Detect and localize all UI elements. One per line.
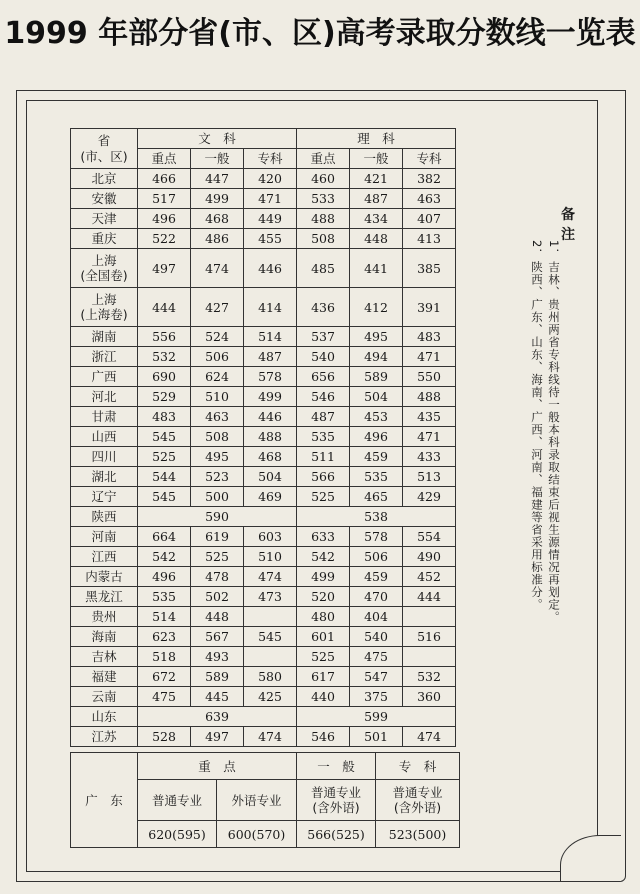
- score-cell: [244, 647, 297, 667]
- province-cell: 北京: [71, 169, 138, 189]
- province-cell: 上海 (上海卷): [71, 288, 138, 327]
- score-cell: 540: [350, 627, 403, 647]
- score-cell: 500: [191, 487, 244, 507]
- province-cell: 浙江: [71, 347, 138, 367]
- score-cell: 488: [244, 427, 297, 447]
- header-row-groups: [71, 129, 456, 149]
- score-cell: 514: [244, 327, 297, 347]
- score-cell: 690: [138, 367, 191, 387]
- province-cell: 安徽: [71, 189, 138, 209]
- score-cell: 455: [244, 229, 297, 249]
- table-row: [71, 467, 456, 487]
- score-cell: 556: [138, 327, 191, 347]
- score-cell: 545: [138, 427, 191, 447]
- score-cell: 520: [297, 587, 350, 607]
- score-cell: 473: [244, 587, 297, 607]
- province-cell: 湖南: [71, 327, 138, 347]
- score-cell: 533: [297, 189, 350, 209]
- table-row: [71, 407, 456, 427]
- score-cell: 617: [297, 667, 350, 687]
- score-cell: 471: [403, 347, 456, 367]
- table-row: [71, 327, 456, 347]
- score-cell: 664: [138, 527, 191, 547]
- score-table: [70, 128, 456, 747]
- score-cell: 542: [138, 547, 191, 567]
- score-cell: 446: [244, 407, 297, 427]
- score-cell: 518: [138, 647, 191, 667]
- table-row: [71, 727, 456, 747]
- score-cell: 619: [191, 527, 244, 547]
- province-cell: 重庆: [71, 229, 138, 249]
- score-cell: 475: [138, 687, 191, 707]
- score-cell: 589: [191, 667, 244, 687]
- level-header: 重点: [297, 149, 350, 169]
- merged-li-cell: 599: [297, 707, 456, 727]
- score-cell: 448: [350, 229, 403, 249]
- province-cell: 贵州: [71, 607, 138, 627]
- score-cell: 474: [403, 727, 456, 747]
- table-row: [71, 627, 456, 647]
- province-cell: 上海 (全国卷): [71, 249, 138, 288]
- level-header: 一般: [350, 149, 403, 169]
- score-cell: 487: [350, 189, 403, 209]
- province-cell: 黑龙江: [71, 587, 138, 607]
- score-cell: 502: [191, 587, 244, 607]
- gd-sub-zhuanke-putong: 普通专业 (含外语): [376, 780, 460, 821]
- score-cell: 567: [191, 627, 244, 647]
- score-cell: 493: [191, 647, 244, 667]
- score-cell: 444: [138, 288, 191, 327]
- score-cell: 486: [191, 229, 244, 249]
- score-cell: 547: [350, 667, 403, 687]
- score-cell: 475: [350, 647, 403, 667]
- score-cell: 525: [191, 547, 244, 567]
- score-cell: [403, 607, 456, 627]
- table-row: [71, 288, 456, 327]
- score-cell: 434: [350, 209, 403, 229]
- score-cell: 449: [244, 209, 297, 229]
- province-cell: 湖北: [71, 467, 138, 487]
- score-cell: 435: [403, 407, 456, 427]
- score-cell: 474: [191, 249, 244, 288]
- province-cell: 山西: [71, 427, 138, 447]
- score-cell: 375: [350, 687, 403, 707]
- score-cell: 603: [244, 527, 297, 547]
- score-cell: 624: [191, 367, 244, 387]
- score-cell: 487: [297, 407, 350, 427]
- score-cell: 508: [191, 427, 244, 447]
- score-cell: 633: [297, 527, 350, 547]
- score-cell: 545: [244, 627, 297, 647]
- score-cell: 496: [138, 567, 191, 587]
- guangdong-label: 广 东: [71, 753, 138, 848]
- table-row: [71, 189, 456, 209]
- province-cell: 天津: [71, 209, 138, 229]
- province-cell: 四川: [71, 447, 138, 467]
- score-cell: 487: [244, 347, 297, 367]
- score-cell: 589: [350, 367, 403, 387]
- province-cell: 辽宁: [71, 487, 138, 507]
- score-cell: 391: [403, 288, 456, 327]
- score-cell: 525: [297, 647, 350, 667]
- score-cell: 578: [244, 367, 297, 387]
- level-header: 专科: [244, 149, 297, 169]
- score-cell: 499: [297, 567, 350, 587]
- score-cell: 427: [191, 288, 244, 327]
- score-cell: 508: [297, 229, 350, 249]
- table-row: [71, 427, 456, 447]
- score-cell: 514: [138, 607, 191, 627]
- table-row: [71, 347, 456, 367]
- score-cell: 510: [244, 547, 297, 567]
- score-cell: 529: [138, 387, 191, 407]
- province-cell: 江西: [71, 547, 138, 567]
- table-row: [71, 507, 456, 527]
- score-cell: 544: [138, 467, 191, 487]
- province-cell: 江苏: [71, 727, 138, 747]
- table-row: [71, 587, 456, 607]
- gd-value-1: 620(595): [138, 821, 217, 848]
- score-cell: 468: [244, 447, 297, 467]
- score-cell: 497: [191, 727, 244, 747]
- score-cell: 471: [403, 427, 456, 447]
- score-cell: 468: [191, 209, 244, 229]
- table-row: [71, 647, 456, 667]
- score-cell: 537: [297, 327, 350, 347]
- score-cell: 459: [350, 447, 403, 467]
- score-cell: 480: [297, 607, 350, 627]
- score-cell: 459: [350, 567, 403, 587]
- gd-value-4: 523(500): [376, 821, 460, 848]
- score-cell: 474: [244, 727, 297, 747]
- score-cell: 413: [403, 229, 456, 249]
- score-cell: 382: [403, 169, 456, 189]
- score-cell: 433: [403, 447, 456, 467]
- note-1: 1．吉林、贵州两省专科线待一般本科录取结束后视生源情况再划定。: [547, 240, 561, 624]
- score-cell: 601: [297, 627, 350, 647]
- score-cell: 524: [191, 327, 244, 347]
- score-cell: 510: [191, 387, 244, 407]
- score-cell: 460: [297, 169, 350, 189]
- score-cell: 440: [297, 687, 350, 707]
- score-cell: 483: [138, 407, 191, 427]
- table-row: [71, 169, 456, 189]
- gd-sub-waiyu: 外语专业: [217, 780, 297, 821]
- table-row: [71, 229, 456, 249]
- score-cell: 407: [403, 209, 456, 229]
- gd-sub-yiban-putong: 普通专业 (含外语): [297, 780, 376, 821]
- score-cell: 545: [138, 487, 191, 507]
- score-cell: 535: [297, 427, 350, 447]
- score-cell: 436: [297, 288, 350, 327]
- score-cell: 542: [297, 547, 350, 567]
- score-cell: 523: [191, 467, 244, 487]
- score-cell: 495: [191, 447, 244, 467]
- score-cell: 360: [403, 687, 456, 707]
- table-row: [71, 607, 456, 627]
- score-cell: 447: [191, 169, 244, 189]
- score-cell: 516: [403, 627, 456, 647]
- table-row: [71, 209, 456, 229]
- province-cell: 陕西: [71, 507, 138, 527]
- score-cell: 623: [138, 627, 191, 647]
- score-cell: 488: [403, 387, 456, 407]
- level-header: 专科: [403, 149, 456, 169]
- score-cell: 490: [403, 547, 456, 567]
- score-cell: [403, 647, 456, 667]
- score-cell: 566: [297, 467, 350, 487]
- score-cell: 513: [403, 467, 456, 487]
- page-title: 1999 年部分省(市、区)高考录取分数线一览表: [4, 16, 636, 51]
- score-cell: 463: [191, 407, 244, 427]
- score-cell: 496: [138, 209, 191, 229]
- gd-group-yiban: 一 般: [297, 753, 376, 780]
- score-cell: 506: [350, 547, 403, 567]
- score-cell: 525: [297, 487, 350, 507]
- merged-li-cell: 538: [297, 507, 456, 527]
- gd-value-2: 600(570): [217, 821, 297, 848]
- table-row: [71, 667, 456, 687]
- group-wen-header: 文 科: [138, 129, 297, 149]
- score-cell: 412: [350, 288, 403, 327]
- score-cell: 385: [403, 249, 456, 288]
- province-cell: 海南: [71, 627, 138, 647]
- score-cell: 546: [297, 727, 350, 747]
- score-cell: 656: [297, 367, 350, 387]
- merged-wen-cell: 639: [138, 707, 297, 727]
- score-cell: 471: [244, 189, 297, 209]
- gd-value-3: 566(525): [297, 821, 376, 848]
- score-cell: 528: [138, 727, 191, 747]
- province-cell: 内蒙古: [71, 567, 138, 587]
- score-cell: 540: [297, 347, 350, 367]
- table-row: [71, 387, 456, 407]
- score-cell: 453: [350, 407, 403, 427]
- province-cell: 甘肃: [71, 407, 138, 427]
- score-cell: 511: [297, 447, 350, 467]
- score-cell: 444: [403, 587, 456, 607]
- score-cell: 578: [350, 527, 403, 547]
- gd-group-zhongdian: 重 点: [138, 753, 297, 780]
- level-header: 一般: [191, 149, 244, 169]
- score-cell: 425: [244, 687, 297, 707]
- table-row: [71, 487, 456, 507]
- score-cell: 546: [297, 387, 350, 407]
- score-cell: 448: [191, 607, 244, 627]
- score-cell: 554: [403, 527, 456, 547]
- score-cell: 420: [244, 169, 297, 189]
- merged-wen-cell: 590: [138, 507, 297, 527]
- score-cell: 483: [403, 327, 456, 347]
- score-cell: 499: [244, 387, 297, 407]
- score-cell: 429: [403, 487, 456, 507]
- province-header: 省 (市、区): [71, 129, 138, 169]
- score-cell: 525: [138, 447, 191, 467]
- table-row: [71, 447, 456, 467]
- score-cell: 499: [191, 189, 244, 209]
- score-cell: 466: [138, 169, 191, 189]
- table-row: [71, 547, 456, 567]
- gd-sub-putong: 普通专业: [138, 780, 217, 821]
- score-cell: 672: [138, 667, 191, 687]
- score-cell: 494: [350, 347, 403, 367]
- score-cell: 452: [403, 567, 456, 587]
- score-cell: 404: [350, 607, 403, 627]
- score-cell: 446: [244, 249, 297, 288]
- score-cell: 501: [350, 727, 403, 747]
- score-cell: 497: [138, 249, 191, 288]
- table-row: [71, 687, 456, 707]
- score-cell: 463: [403, 189, 456, 209]
- table-row: [71, 527, 456, 547]
- score-cell: 445: [191, 687, 244, 707]
- table-row: [71, 249, 456, 288]
- score-cell: 465: [350, 487, 403, 507]
- guangdong-table: [70, 752, 460, 848]
- province-cell: 河南: [71, 527, 138, 547]
- province-cell: 广西: [71, 367, 138, 387]
- province-cell: 云南: [71, 687, 138, 707]
- province-cell: 吉林: [71, 647, 138, 667]
- score-cell: 496: [350, 427, 403, 447]
- province-cell: 福建: [71, 667, 138, 687]
- score-cell: 469: [244, 487, 297, 507]
- score-cell: 517: [138, 189, 191, 209]
- table-row: [71, 367, 456, 387]
- province-cell: 河北: [71, 387, 138, 407]
- score-cell: 550: [403, 367, 456, 387]
- score-cell: 485: [297, 249, 350, 288]
- score-cell: 478: [191, 567, 244, 587]
- score-cell: 535: [350, 467, 403, 487]
- gd-group-zhuanke: 专 科: [376, 753, 460, 780]
- score-cell: 488: [297, 209, 350, 229]
- province-cell: 山东: [71, 707, 138, 727]
- level-header: 重点: [138, 149, 191, 169]
- notes-title: 备 注: [561, 207, 575, 243]
- score-cell: 532: [138, 347, 191, 367]
- score-cell: 441: [350, 249, 403, 288]
- table-row: [71, 567, 456, 587]
- score-cell: 504: [244, 467, 297, 487]
- score-cell: 506: [191, 347, 244, 367]
- score-cell: 532: [403, 667, 456, 687]
- score-cell: 414: [244, 288, 297, 327]
- score-cell: 504: [350, 387, 403, 407]
- score-cell: 470: [350, 587, 403, 607]
- table-row: [71, 707, 456, 727]
- score-cell: [244, 607, 297, 627]
- score-cell: 474: [244, 567, 297, 587]
- score-cell: 580: [244, 667, 297, 687]
- score-cell: 535: [138, 587, 191, 607]
- score-cell: 421: [350, 169, 403, 189]
- score-cell: 495: [350, 327, 403, 347]
- score-cell: 522: [138, 229, 191, 249]
- group-li-header: 理 科: [297, 129, 456, 149]
- note-2: 2．陕西、广东、山东、海南、广西、河南、福建等省采用标准分。: [530, 240, 544, 611]
